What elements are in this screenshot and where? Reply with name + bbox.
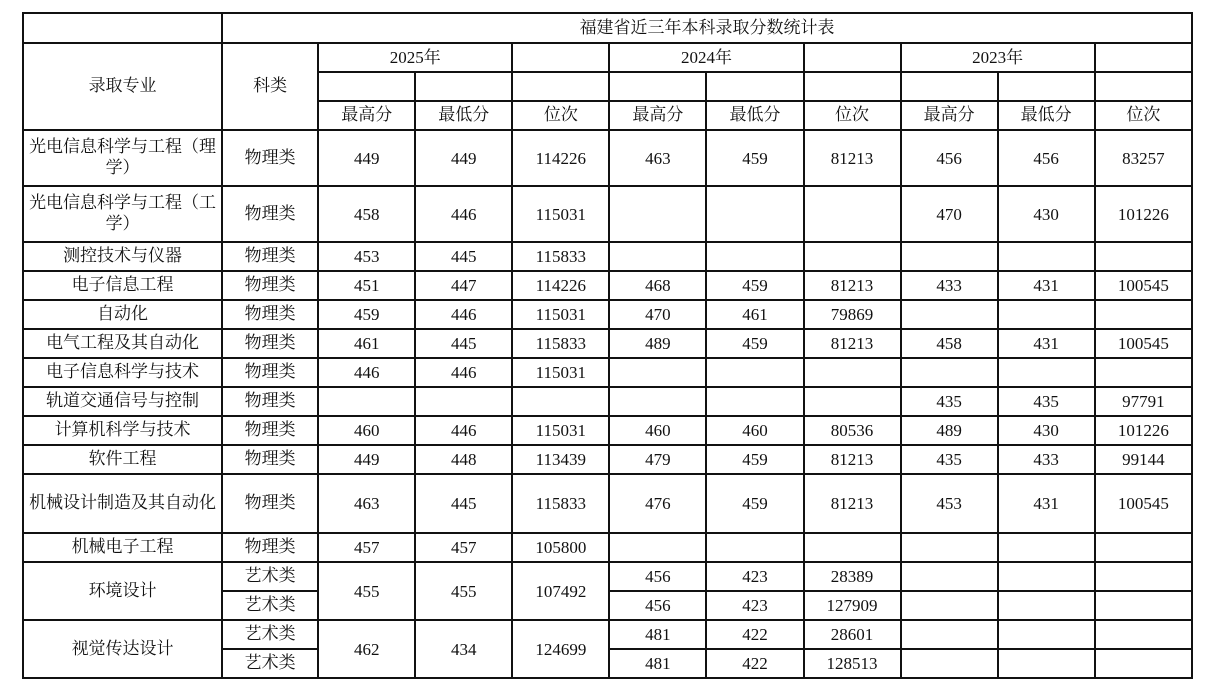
- max-score-2023: [901, 300, 998, 329]
- table-title: 福建省近三年本科录取分数统计表: [222, 13, 1192, 43]
- min-score-2024: 461: [706, 300, 803, 329]
- rank-2023: [1095, 562, 1192, 591]
- rank-2024: 81213: [804, 445, 901, 474]
- rank-2023: 100545: [1095, 474, 1192, 533]
- rank-2023: 99144: [1095, 445, 1192, 474]
- table-row: [23, 620, 1192, 649]
- rank-2024: [804, 533, 901, 562]
- max-score-2024: 489: [609, 329, 706, 358]
- rank-2025: 115833: [512, 242, 609, 271]
- min-score-2023: 431: [998, 271, 1095, 300]
- max-score-2024: 456: [609, 591, 706, 620]
- category: 物理类: [222, 300, 318, 329]
- max-score-header: 最高分: [901, 101, 998, 130]
- category: 艺术类: [222, 649, 318, 678]
- rank-header: 位次: [804, 101, 901, 130]
- category: 物理类: [222, 186, 318, 242]
- max-score-2025: 460: [318, 416, 415, 445]
- category: 物理类: [222, 242, 318, 271]
- min-score-2025: 449: [415, 130, 512, 186]
- rank-2023: [1095, 242, 1192, 271]
- blank-cell: [609, 72, 706, 101]
- rank-2023: 100545: [1095, 329, 1192, 358]
- min-score-2023: 456: [998, 130, 1095, 186]
- max-score-2024: 460: [609, 416, 706, 445]
- category: 物理类: [222, 387, 318, 416]
- year-header-2023: 2023年: [901, 43, 1095, 72]
- max-score-2023: [901, 649, 998, 678]
- max-score-2025: 455: [318, 562, 415, 620]
- min-score-2023: [998, 620, 1095, 649]
- min-score-2024: 459: [706, 445, 803, 474]
- table-row: [23, 474, 1192, 533]
- table-row: [23, 130, 1192, 186]
- category: 艺术类: [222, 591, 318, 620]
- min-score-2023: [998, 242, 1095, 271]
- table-row: [23, 186, 1192, 242]
- category: 物理类: [222, 416, 318, 445]
- rank-header: 位次: [1095, 101, 1192, 130]
- min-score-2023: 431: [998, 329, 1095, 358]
- min-score-2025: 446: [415, 186, 512, 242]
- rank-2023: [1095, 620, 1192, 649]
- max-score-2024: 481: [609, 620, 706, 649]
- rank-2024: 81213: [804, 329, 901, 358]
- max-score-2024: [609, 533, 706, 562]
- table-row: [23, 271, 1192, 300]
- min-score-2025: 447: [415, 271, 512, 300]
- rank-2024: 80536: [804, 416, 901, 445]
- major-name: 测控技术与仪器: [23, 242, 222, 271]
- table-row: [23, 562, 1192, 591]
- max-score-2024: [609, 186, 706, 242]
- category: 物理类: [222, 533, 318, 562]
- rank-2025: 115833: [512, 474, 609, 533]
- rank-2025: 115031: [512, 186, 609, 242]
- blank-cell: [1095, 72, 1192, 101]
- year-header-row: [23, 43, 1192, 72]
- min-score-2023: [998, 562, 1095, 591]
- max-score-2025: 458: [318, 186, 415, 242]
- max-score-2023: [901, 562, 998, 591]
- min-score-2025: 457: [415, 533, 512, 562]
- rank-2024: 128513: [804, 649, 901, 678]
- rank-2023: 101226: [1095, 186, 1192, 242]
- category: 艺术类: [222, 562, 318, 591]
- max-score-2024: [609, 242, 706, 271]
- max-score-2023: [901, 591, 998, 620]
- major-name: 计算机科学与技术: [23, 416, 222, 445]
- min-score-2024: 423: [706, 562, 803, 591]
- rank-2025: 115031: [512, 416, 609, 445]
- min-score-2023: [998, 358, 1095, 387]
- rank-2025: [512, 387, 609, 416]
- rank-2023: [1095, 591, 1192, 620]
- min-score-2023: [998, 533, 1095, 562]
- blank-cell: [23, 13, 222, 43]
- min-score-2024: 423: [706, 591, 803, 620]
- max-score-2025: [318, 387, 415, 416]
- max-score-2024: 476: [609, 474, 706, 533]
- rank-2023: 100545: [1095, 271, 1192, 300]
- min-score-2024: [706, 533, 803, 562]
- max-score-2025: 463: [318, 474, 415, 533]
- table-row: [23, 416, 1192, 445]
- major-name: 电气工程及其自动化: [23, 329, 222, 358]
- major-name: 轨道交通信号与控制: [23, 387, 222, 416]
- major-header: 录取专业: [23, 43, 222, 130]
- min-score-2023: [998, 300, 1095, 329]
- category: 物理类: [222, 271, 318, 300]
- min-score-2023: 430: [998, 416, 1095, 445]
- major-name: 机械设计制造及其自动化: [23, 474, 222, 533]
- rank-2024: [804, 242, 901, 271]
- blank-cell: [318, 72, 415, 101]
- rank-2025: 115031: [512, 358, 609, 387]
- min-score-header: 最低分: [415, 101, 512, 130]
- rank-2024: [804, 387, 901, 416]
- rank-2023: [1095, 358, 1192, 387]
- major-name: 光电信息科学与工程（理学）: [23, 130, 222, 186]
- rank-2023: [1095, 300, 1192, 329]
- min-score-2024: [706, 186, 803, 242]
- min-score-2024: 422: [706, 649, 803, 678]
- max-score-2024: [609, 387, 706, 416]
- min-score-2025: 455: [415, 562, 512, 620]
- min-score-2025: 446: [415, 300, 512, 329]
- rank-2024: 127909: [804, 591, 901, 620]
- major-name: 软件工程: [23, 445, 222, 474]
- rank-2025: 114226: [512, 130, 609, 186]
- max-score-header: 最高分: [609, 101, 706, 130]
- blank-cell: [512, 72, 609, 101]
- rank-2024: 79869: [804, 300, 901, 329]
- table-row: [23, 533, 1192, 562]
- rank-2025: 115031: [512, 300, 609, 329]
- major-name: 光电信息科学与工程（工学）: [23, 186, 222, 242]
- table-row: [23, 387, 1192, 416]
- min-score-2025: 445: [415, 474, 512, 533]
- max-score-2023: 470: [901, 186, 998, 242]
- min-score-2024: [706, 387, 803, 416]
- blank-cell: [804, 43, 901, 72]
- max-score-2023: [901, 533, 998, 562]
- major-name: 电子信息工程: [23, 271, 222, 300]
- min-score-2024: 459: [706, 329, 803, 358]
- table-row: [23, 358, 1192, 387]
- max-score-2023: 458: [901, 329, 998, 358]
- category-header: 科类: [222, 43, 318, 130]
- max-score-2024: 463: [609, 130, 706, 186]
- min-score-2023: 431: [998, 474, 1095, 533]
- min-score-2023: 433: [998, 445, 1095, 474]
- max-score-2024: 481: [609, 649, 706, 678]
- rank-2024: [804, 186, 901, 242]
- rank-header: 位次: [512, 101, 609, 130]
- max-score-2023: 489: [901, 416, 998, 445]
- min-score-2024: 459: [706, 271, 803, 300]
- min-score-2023: [998, 591, 1095, 620]
- max-score-2023: [901, 242, 998, 271]
- min-score-2023: [998, 649, 1095, 678]
- rank-2024: [804, 358, 901, 387]
- max-score-2025: 457: [318, 533, 415, 562]
- min-score-2024: 422: [706, 620, 803, 649]
- min-score-2025: 446: [415, 416, 512, 445]
- rank-2024: 81213: [804, 271, 901, 300]
- min-score-2025: 434: [415, 620, 512, 678]
- rank-2025: 115833: [512, 329, 609, 358]
- max-score-2023: [901, 620, 998, 649]
- major-name: 机械电子工程: [23, 533, 222, 562]
- table-body: [23, 13, 1192, 678]
- rank-2023: 101226: [1095, 416, 1192, 445]
- blank-cell: [415, 72, 512, 101]
- blank-cell: [1095, 43, 1192, 72]
- table-row: [23, 445, 1192, 474]
- max-score-2024: [609, 358, 706, 387]
- rank-2024: 28389: [804, 562, 901, 591]
- rank-2024: 81213: [804, 474, 901, 533]
- max-score-2023: 453: [901, 474, 998, 533]
- rank-2025: 114226: [512, 271, 609, 300]
- max-score-2025: 449: [318, 130, 415, 186]
- min-score-2025: 448: [415, 445, 512, 474]
- max-score-2023: [901, 358, 998, 387]
- max-score-2024: 456: [609, 562, 706, 591]
- max-score-2025: 449: [318, 445, 415, 474]
- min-score-2025: 445: [415, 329, 512, 358]
- blank-cell: [512, 43, 609, 72]
- major-name: 视觉传达设计: [23, 620, 222, 678]
- min-score-2025: 446: [415, 358, 512, 387]
- min-score-2023: 430: [998, 186, 1095, 242]
- max-score-2024: 479: [609, 445, 706, 474]
- max-score-2023: 435: [901, 387, 998, 416]
- major-name: 环境设计: [23, 562, 222, 620]
- min-score-2024: [706, 358, 803, 387]
- min-score-2023: 435: [998, 387, 1095, 416]
- max-score-2023: 433: [901, 271, 998, 300]
- max-score-2024: 468: [609, 271, 706, 300]
- max-score-2025: 462: [318, 620, 415, 678]
- table-row: [23, 300, 1192, 329]
- min-score-header: 最低分: [998, 101, 1095, 130]
- min-score-2025: 445: [415, 242, 512, 271]
- max-score-2025: 461: [318, 329, 415, 358]
- rank-2025: 107492: [512, 562, 609, 620]
- rank-2024: 28601: [804, 620, 901, 649]
- blank-cell: [804, 72, 901, 101]
- blank-cell: [901, 72, 998, 101]
- rank-2023: 83257: [1095, 130, 1192, 186]
- rank-2025: 105800: [512, 533, 609, 562]
- max-score-2025: 453: [318, 242, 415, 271]
- min-score-2024: 459: [706, 474, 803, 533]
- table-row: [23, 242, 1192, 271]
- max-score-2023: 456: [901, 130, 998, 186]
- title-row: [23, 13, 1192, 43]
- blank-cell: [706, 72, 803, 101]
- category: 物理类: [222, 358, 318, 387]
- category: 物理类: [222, 445, 318, 474]
- rank-2023: 97791: [1095, 387, 1192, 416]
- admission-score-table: [22, 12, 1193, 679]
- category: 物理类: [222, 474, 318, 533]
- max-score-2024: 470: [609, 300, 706, 329]
- rank-2025: 113439: [512, 445, 609, 474]
- year-header-2025: 2025年: [318, 43, 512, 72]
- table-row: [23, 329, 1192, 358]
- min-score-2024: 459: [706, 130, 803, 186]
- rank-2023: [1095, 649, 1192, 678]
- blank-cell: [998, 72, 1095, 101]
- min-score-2024: 460: [706, 416, 803, 445]
- rank-2023: [1095, 533, 1192, 562]
- category: 物理类: [222, 329, 318, 358]
- category: 物理类: [222, 130, 318, 186]
- major-name: 自动化: [23, 300, 222, 329]
- rank-2024: 81213: [804, 130, 901, 186]
- max-score-2023: 435: [901, 445, 998, 474]
- min-score-2024: [706, 242, 803, 271]
- max-score-2025: 451: [318, 271, 415, 300]
- max-score-2025: 459: [318, 300, 415, 329]
- category: 艺术类: [222, 620, 318, 649]
- min-score-header: 最低分: [706, 101, 803, 130]
- year-header-2024: 2024年: [609, 43, 803, 72]
- min-score-2025: [415, 387, 512, 416]
- max-score-header: 最高分: [318, 101, 415, 130]
- max-score-2025: 446: [318, 358, 415, 387]
- major-name: 电子信息科学与技术: [23, 358, 222, 387]
- rank-2025: 124699: [512, 620, 609, 678]
